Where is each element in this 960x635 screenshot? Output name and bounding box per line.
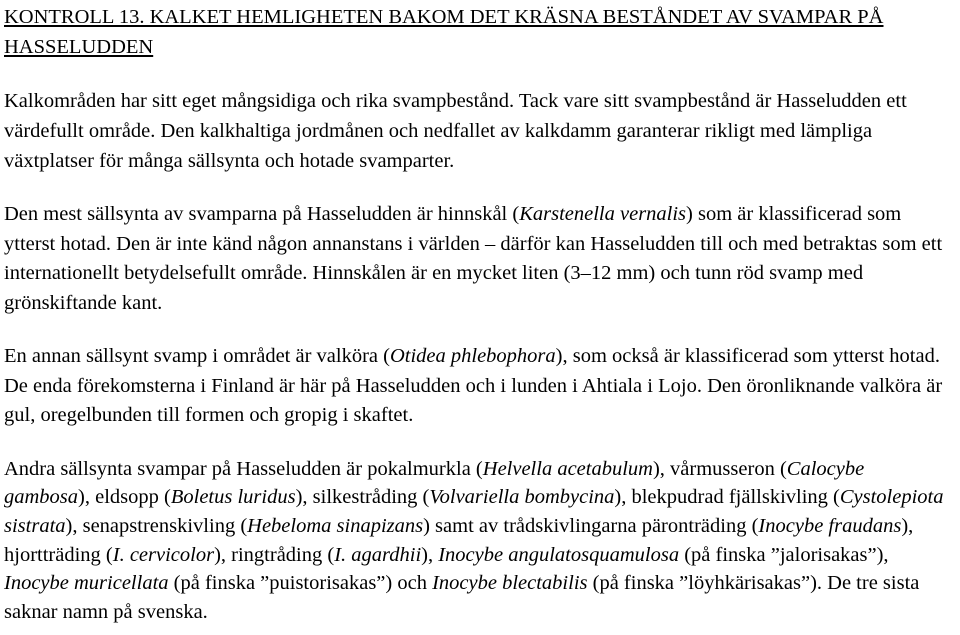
species-name: I. agardhii: [334, 543, 422, 566]
paragraph-other-species: [4, 455, 954, 627]
species-name: Boletus luridus: [170, 486, 296, 509]
species-name: Inocybe fraudans: [758, 514, 902, 537]
species-name: Inocybe blectabilis: [432, 572, 588, 595]
species-name: Inocybe muricellata: [4, 572, 169, 595]
document-page: [4, 2, 954, 627]
text-run: (på finska ”löyhkärisakas”). De tre sista saknar namn på svenska.: [4, 572, 920, 624]
text-run: ) samt av trådskivlingarna päronträding (: [423, 514, 759, 537]
text-run: ), silkestråding (: [295, 486, 430, 509]
paragraph-valkora: [4, 342, 954, 431]
species-name: I. cervicolor: [112, 543, 215, 566]
text-run: Den mest sällsynta av svamparna på Hasseludden är hinnskål (: [4, 203, 520, 225]
species-name: Inocybe angulatosquamulosa: [438, 543, 680, 566]
species-name: Volvariella bombycina: [429, 486, 615, 509]
text-run: ), blekpudrad fjällskivling (: [614, 486, 840, 509]
species-name: Cystolepiota sistrata: [4, 486, 944, 537]
text-run: ) som är klassificerad som ytterst hotad. Den är inte känd någon annanstans i världen – därför kan Hasseludden till och med betraktas som ett internationellt betydelsefullt område. Hinnskålen är en mycket liten (3–12 mm) och tunn röd svamp med grönskiftande kant.: [4, 203, 943, 314]
text-run: ), ringtråding (: [214, 543, 335, 566]
text-run: (på finska ”puistorisakas”) och: [168, 572, 433, 595]
text-run: ), som också är klassificerad som ytterst hotad. De enda förekomsterna i Finland är här på Hasseludden och i lunden i Ahtiala i Lojo. Den öronliknande valköra är gul, oregelbunden till formen och gropig i skaftet.: [4, 345, 943, 426]
text-run: Kalkområden har sitt eget mångsidiga och rika svampbestånd. Tack vare sitt svampbestånd är Hasseludden ett värdefullt område. Den kalkhaltiga jordmånen och nedfallet av kalkdamm garanterar rikligt med lämpliga växtplatser för många sällsynta och hotade svamparter.: [4, 90, 907, 172]
text-run: ), senapstrenskivling (: [65, 514, 248, 537]
species-name: Helvella acetabulum: [482, 457, 653, 480]
text-run: (på finska ”jalorisakas”),: [679, 543, 889, 566]
species-name: Otidea phlebophora: [389, 345, 556, 367]
text-run: ), vårmusseron (: [652, 457, 787, 480]
text-run: En annan sällsynt svamp i området är valköra (: [4, 345, 390, 367]
species-name: Karstenella vernalis: [519, 203, 687, 225]
paragraph-intro: [4, 86, 954, 176]
text-run: ),: [421, 543, 439, 566]
text-run: ), hjortträding (: [4, 514, 914, 566]
document-title: KONTROLL 13. KALKET HEMLIGHETEN BAKOM DET KRÄSNA BESTÅNDET AV SVAMPAR PÅ HASSELUDDEN: [4, 6, 884, 58]
paragraph-hinnskal: [4, 200, 954, 318]
species-name: Hebeloma sinapizans: [247, 514, 424, 537]
species-name: Calocybe gambosa: [4, 457, 865, 509]
text-run: ), eldsopp (: [78, 486, 171, 509]
text-run: Andra sällsynta svampar på Hasseludden är pokalmurkla (: [4, 457, 483, 480]
